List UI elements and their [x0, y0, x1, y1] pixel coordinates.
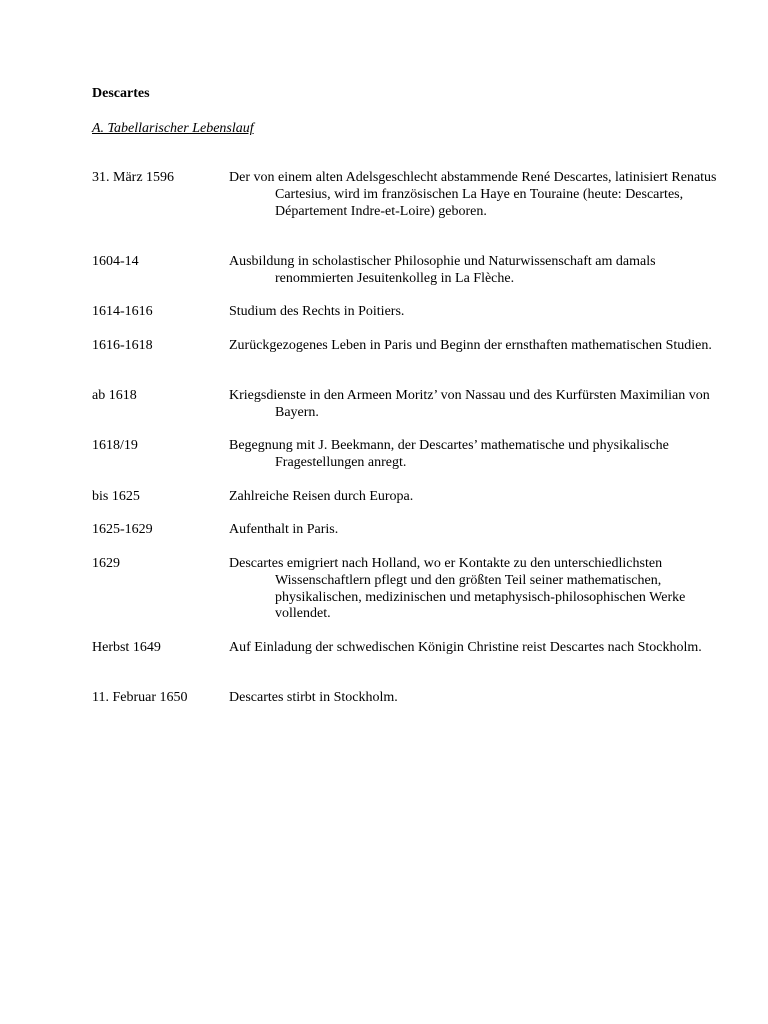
entry-date: ab 1618 [92, 388, 137, 403]
entry-text: Aufenthalt in Paris. [229, 522, 339, 537]
entry-date: 31. März 1596 [92, 170, 175, 185]
entry-text: Begegnung mit J. Beekmann, der Descartes’ mathematische und physikalische Fragestellungen anregt. [229, 438, 669, 470]
entry-text: Descartes stirbt in Stockholm. [229, 690, 398, 705]
entry-text: Descartes emigriert nach Holland, wo er Kontakte zu den unterschiedlichsten Wissenschaftlern pflegt und den größten Teil seiner mathematischen, physikalischen, medizinischen und metaphysisch-philosophischen Werke vollendet. [229, 556, 686, 622]
entry-text: Zurückgezogenes Leben in Paris und Beginn der ernsthaften mathematischen Studien. [229, 338, 712, 353]
entry-text: Zahlreiche Reisen durch Europa. [229, 489, 414, 504]
entry-text: Auf Einladung der schwedischen Königin Christine reist Descartes nach Stockholm. [229, 640, 702, 655]
entry-date: 1616-1618 [92, 338, 153, 353]
entry-date: 1614-1616 [92, 304, 153, 319]
entry-text: Studium des Rechts in Poitiers. [229, 304, 405, 319]
document-title: Descartes [92, 86, 150, 101]
entry-date: 11. Februar 1650 [92, 690, 188, 705]
entry-text: Ausbildung in scholastischer Philosophie und Naturwissenschaft am damals renommierten Jesuitenkolleg in La Flèche. [229, 254, 656, 286]
entry-date: 1625-1629 [92, 522, 153, 537]
entry-date: 1618/19 [92, 438, 138, 453]
entry-date: 1604-14 [92, 254, 139, 269]
entry-text: Kriegsdienste in den Armeen Moritz’ von Nassau und des Kurfürsten Maximilian von Bayern. [229, 388, 710, 420]
entry-date: Herbst 1649 [92, 640, 161, 655]
entry-date: bis 1625 [92, 489, 140, 504]
entry-text: Der von einem alten Adelsgeschlecht abstammende René Descartes, latinisiert Renatus Cartesius, wird im französischen La Haye en Touraine (heute: Descartes, Département Indre-et-Loire) geboren. [229, 170, 717, 219]
entry-date: 1629 [92, 556, 120, 571]
section-heading: A. Tabellarischer Lebenslauf [92, 121, 254, 136]
